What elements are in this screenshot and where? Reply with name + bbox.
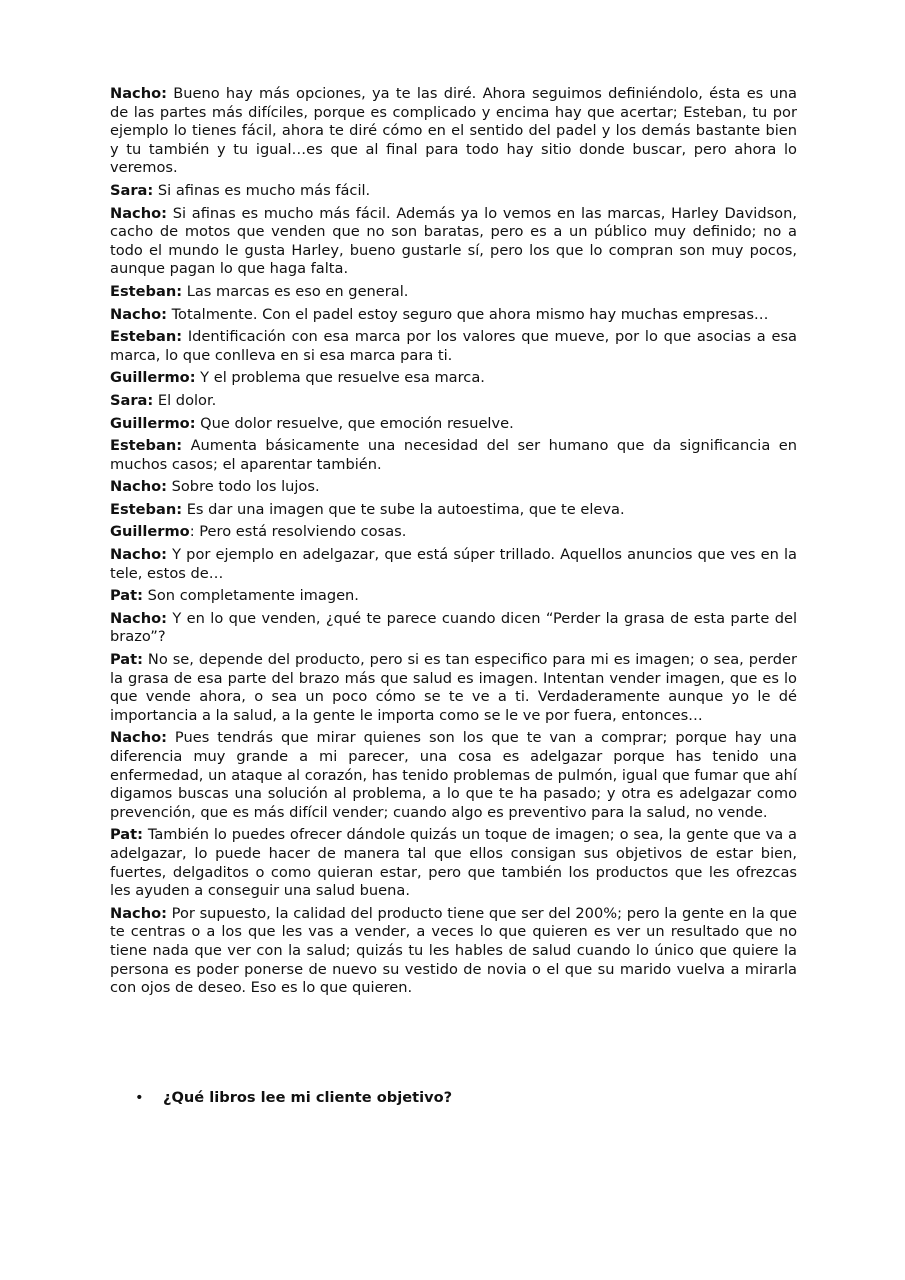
dialogue-paragraph — [110, 729, 797, 822]
dialogue-text: Aumenta básicamente una necesidad del ser humano que da significancia en muchos casos; el aparentar también. — [110, 437, 797, 473]
speaker-name: Guillermo: — [110, 369, 196, 387]
speaker-name: Nacho: — [110, 85, 167, 102]
speaker-name: Pat: — [110, 587, 143, 605]
dialogue-text: Si afinas es mucho más fácil. Además ya lo vemos en las marcas, Harley Davidson, cacho de motos que venden que no son baratas, pero es a un público muy definido; no a todo el mundo le gusta Harley, bueno gustarle sí, pero los que lo compran son muy pocos, aunque pagan lo que haga falta. — [110, 204, 797, 278]
speaker-name: Pat: — [110, 651, 143, 669]
dialogue-text: Identificación con esa marca por los valores que mueve, por lo que asocias a esa marca, lo que conlleva en si esa marca para ti. — [110, 328, 797, 364]
dialogue-text: Son completamente imagen. — [142, 587, 359, 605]
speaker-name: Nacho: — [110, 729, 167, 747]
speaker-name: Nacho: — [110, 609, 167, 627]
dialogue-text: Bueno hay más opciones, ya te las diré. Ahora seguimos definiéndolo, ésta es una de las partes más difíciles, porque es complicado y encima hay que acertar; Esteban, tu por ejemplo lo tienes fácil, ahora te diré cómo en el sentido del padel y los demás bastante bien y tu también y tu igual…es que al final para todo hay sitio donde buscar, pero ahora lo veremos. — [110, 85, 797, 177]
dialogue-paragraph — [110, 546, 797, 583]
dialogue-paragraph — [110, 369, 797, 388]
speaker-name: Nacho: — [110, 204, 167, 222]
dialogue-text: Es dar una imagen que te sube la autoestima, que te eleva. — [182, 500, 625, 518]
dialogue-text: Totalmente. Con el padel estoy seguro que ahora mismo hay muchas empresas… — [166, 305, 769, 323]
dialogue-text: Y en lo que venden, ¿qué te parece cuando dicen “Perder la grasa de esta parte del brazo”? — [110, 609, 797, 646]
speaker-name: Pat: — [110, 826, 143, 844]
dialogue-paragraph — [110, 478, 797, 497]
speaker-name: Nacho: — [110, 478, 167, 496]
dialogue-paragraph — [110, 306, 797, 325]
dialogue-paragraph — [110, 328, 797, 365]
dialogue-text: Sobre todo los lujos. — [166, 478, 320, 496]
dialogue-paragraph — [110, 437, 797, 474]
dialogue-paragraph — [110, 85, 797, 178]
document-body — [110, 85, 797, 1002]
dialogue-paragraph — [110, 651, 797, 725]
speaker-name: Nacho: — [110, 305, 167, 323]
speaker-name: Sara: — [110, 391, 154, 409]
bullet-heading: ¿Qué libros lee mi cliente objetivo? — [163, 1089, 453, 1106]
speaker-name: Sara: — [110, 181, 154, 199]
bullet-icon: • — [135, 1089, 144, 1106]
section-bullet-item — [135, 1089, 452, 1108]
dialogue-text: Y por ejemplo en adelgazar, que está súper trillado. Aquellos anuncios que ves en la tele, estos de… — [110, 546, 797, 582]
dialogue-paragraph — [110, 205, 797, 279]
dialogue-paragraph — [110, 182, 797, 201]
dialogue-paragraph — [110, 523, 797, 542]
speaker-name: Guillermo — [110, 523, 190, 541]
dialogue-text: No se, depende del producto, pero si es tan especifico para mi es imagen; o sea, perder la grasa de esa parte del brazo más que salud es imagen. Intentan vender imagen, que es lo que vende ahora, o sea un poco cómo se te ve a ti. Verdaderamente aunque yo le dé importancia a la salud, a la gente le importa como se le ve por fuera, entonces… — [110, 651, 797, 724]
dialogue-text: Y el problema que resuelve esa marca. — [195, 369, 485, 387]
dialogue-paragraph — [110, 415, 797, 434]
speaker-name: Guillermo: — [110, 414, 196, 432]
speaker-name: Nacho: — [110, 904, 167, 922]
speaker-name: Esteban: — [110, 437, 183, 455]
dialogue-text: También lo puedes ofrecer dándole quizás un toque de imagen; o sea, la gente que va a adelgazar, lo puede hacer de manera tal que ellos consigan sus objetivos de estar bien, fuertes, delgaditos o como quieran estar, pero que también los productos que les ofrezcas les ayuden a conseguir una salud buena. — [110, 826, 797, 900]
dialogue-paragraph — [110, 905, 797, 998]
dialogue-paragraph — [110, 283, 797, 302]
dialogue-paragraph — [110, 610, 797, 647]
dialogue-text: El dolor. — [153, 391, 217, 409]
dialogue-paragraph — [110, 826, 797, 900]
dialogue-text: Si afinas es mucho más fácil. — [153, 181, 371, 199]
dialogue-paragraph — [110, 587, 797, 606]
dialogue-text: Pues tendrás que mirar quienes son los que te van a comprar; porque hay una diferencia muy grande a mi parecer, una cosa es adelgazar porque has tenido una enfermedad, un ataque al corazón, has tenido problemas de pulmón, igual que fumar que ahí digamos buscas una solución al problema, a lo que te ha pasado; y otra es adelgazar como prevención, que es más difícil vender; cuando algo es preventivo para la salud, no vende. — [110, 729, 797, 821]
speaker-name: Nacho: — [110, 546, 167, 564]
dialogue-paragraph — [110, 501, 797, 520]
speaker-name: Esteban: — [110, 500, 183, 518]
dialogue-text: : Pero está resolviendo cosas. — [189, 523, 407, 541]
speaker-name: Esteban: — [110, 328, 183, 346]
dialogue-text: Por supuesto, la calidad del producto tiene que ser del 200%; pero la gente en la que te centras o a los que les vas a vender, a veces lo que quieren es ver un resultado que no tiene nada que ver con la salud; quizás tu les hables de salud cuando lo único que quiere la persona es poder ponerse de nuevo su vestido de novia o el que su marido vuelva a mirarla con ojos de deseo. Eso es lo que quieren. — [110, 904, 797, 997]
speaker-name: Esteban: — [110, 282, 183, 300]
dialogue-text: Las marcas es eso en general. — [182, 282, 409, 300]
dialogue-text: Que dolor resuelve, que emoción resuelve. — [195, 414, 514, 432]
dialogue-paragraph — [110, 392, 797, 411]
